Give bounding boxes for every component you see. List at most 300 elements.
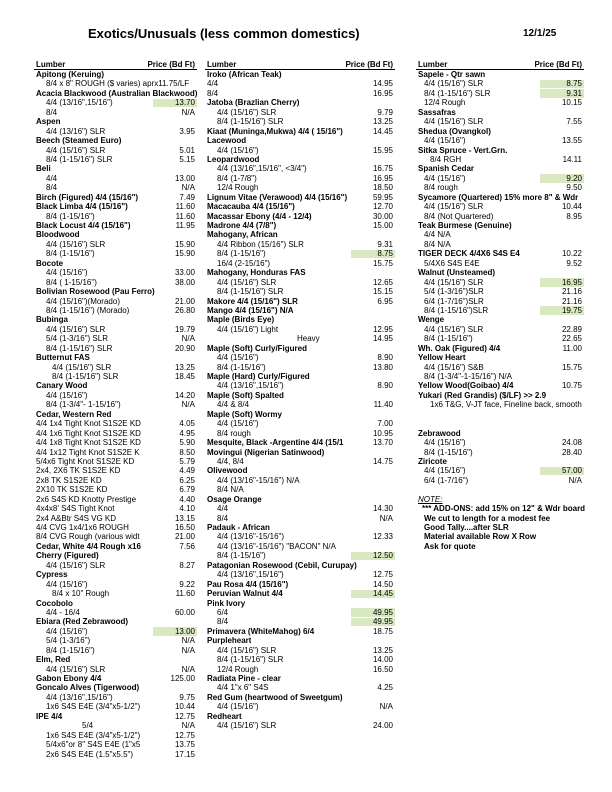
item-label: 8/4	[217, 513, 229, 523]
item-label: 8/4 N/A	[424, 239, 451, 249]
item-label: Maple (Soft) Wormy	[207, 409, 282, 419]
item-price: 4.05	[179, 419, 195, 429]
item-label: 8/4 (1-15/16") SLR	[46, 343, 113, 353]
species-row	[34, 542, 197, 551]
item-label: 2x8 TK S1S2E KD	[36, 475, 102, 485]
item-price: 8.90	[377, 381, 393, 391]
item-row	[34, 523, 197, 532]
item-label: Mango 4/4 (15/16") N/A	[207, 305, 294, 315]
item-row	[205, 381, 395, 390]
item-price: 10.44	[174, 702, 195, 712]
item-row	[416, 98, 584, 107]
price-header: Price (Bd Ft)	[534, 60, 582, 69]
item-price: 13.80	[372, 362, 393, 372]
item-row	[34, 391, 197, 400]
item-label: Pau Rosa 4/4 (15/16")	[207, 579, 289, 589]
item-label: 4/4 (15/16") SLR	[217, 277, 277, 287]
item-label: 2x6 S4S E4E (1.5"x5.5")	[46, 749, 134, 759]
item-label: Radiata Pine - clear	[207, 674, 281, 683]
species-row	[34, 287, 197, 296]
item-row	[34, 740, 197, 749]
item-label: 8/4 (1-7/8")	[217, 173, 257, 183]
species-row	[416, 353, 584, 362]
item-label: 4/4 (15/16")	[217, 145, 259, 155]
item-label: 8/4 RGH	[430, 154, 462, 164]
item-price: 9.75	[179, 692, 195, 702]
item-price: 9.50	[566, 183, 582, 193]
item-price: 20.90	[174, 343, 195, 353]
item-price: 38.00	[174, 277, 195, 287]
item-row	[416, 278, 584, 287]
item-row	[416, 325, 584, 334]
item-row	[205, 429, 395, 438]
item-row	[205, 334, 395, 343]
item-label: Canary Wood	[36, 381, 88, 391]
species-row	[34, 70, 197, 79]
item-label: 5/4 (1-3/16")SLR	[424, 287, 484, 297]
item-label: 4/4 (15/16") SLR	[424, 277, 484, 287]
item-label: 8/4 ( 1-15/16")	[46, 277, 97, 287]
item-row	[205, 240, 395, 249]
item-price: 9.31	[566, 88, 582, 98]
item-price: 17.15	[174, 749, 195, 759]
item-price: 60.00	[174, 607, 195, 617]
species-row	[34, 712, 197, 721]
item-label: 5/4 (1-3/16") SLR	[46, 334, 108, 344]
item-row	[34, 438, 197, 447]
item-row	[205, 457, 395, 466]
item-row	[34, 183, 197, 192]
item-label: Macacauba 4/4 (15/16")	[207, 202, 295, 212]
item-price: 125.00	[170, 674, 195, 683]
item-row	[205, 287, 395, 296]
item-price: 18.50	[372, 183, 393, 193]
item-label: Maple (Hard) Curly/Figured	[207, 372, 310, 381]
item-label: 8/4 (1-15/16")	[46, 249, 95, 259]
species-row	[34, 315, 197, 324]
note-line	[416, 504, 584, 513]
species-row	[34, 353, 197, 362]
item-price: 21.16	[561, 296, 582, 306]
item-row	[34, 495, 197, 504]
item-price: 11.00	[562, 343, 582, 353]
species-row	[205, 315, 395, 324]
item-price: 18.45	[174, 372, 195, 381]
species-row	[416, 221, 584, 230]
item-row	[34, 363, 197, 372]
item-price: 4.25	[377, 683, 393, 693]
item-price: 11.40	[373, 400, 393, 410]
lumber-header: Lumber	[207, 60, 237, 69]
item-label: Cocobolo	[36, 598, 73, 608]
item-label: Bloodwood	[36, 230, 80, 240]
item-label: 4/4 (15/16")	[46, 268, 88, 278]
species-row	[34, 655, 197, 664]
item-label: Birch (Figured) 4/4 (15/16")	[36, 192, 139, 202]
item-label: Madrone 4/4 (7/8")	[207, 221, 277, 230]
item-row	[416, 212, 584, 221]
item-label: 4/4 1x4 Tight Knot S1S2E KD	[36, 419, 141, 429]
item-row	[205, 325, 395, 334]
note-line	[416, 542, 584, 551]
species-row	[205, 589, 395, 598]
species-row	[34, 599, 197, 608]
item-label: Shedua (Ovangkol)	[418, 126, 491, 136]
item-row	[34, 731, 197, 740]
item-label: 12/4 Rough	[424, 98, 466, 108]
item-label: Yellow Wood(Goibao) 4/4	[418, 381, 514, 391]
item-label: 8/4 x 8" ROUGH ($ varies) aprx11.75/LF	[46, 79, 190, 89]
species-row	[205, 674, 395, 683]
species-row	[205, 127, 395, 136]
item-label: Leopardwood	[207, 154, 260, 164]
note-line	[416, 495, 584, 504]
species-row	[205, 627, 395, 636]
species-row	[34, 221, 197, 230]
item-price: 8.27	[179, 560, 195, 570]
item-price: 12.50	[372, 551, 393, 561]
item-price: 13.25	[372, 117, 393, 127]
price-header: Price (Bd Ft)	[147, 60, 195, 69]
species-row	[205, 212, 395, 221]
item-price: 13.15	[174, 513, 195, 523]
item-label: NOTE:	[418, 494, 443, 504]
species-row	[205, 580, 395, 589]
item-price: 7.00	[377, 419, 393, 429]
item-label: 8/4 (1-15/16") SLR	[424, 88, 491, 98]
item-row	[416, 410, 584, 419]
item-label: Lignum Vitae (Verawood) 4/4 (15/16")	[207, 192, 348, 202]
item-row	[34, 240, 197, 249]
item-label: 4/4 (15/16") SLR	[424, 324, 484, 334]
item-label: 8/4	[46, 107, 58, 117]
item-label: Sassafras	[418, 107, 456, 117]
item-row	[416, 183, 584, 192]
item-price: 57.00	[561, 466, 582, 476]
item-label: 6/4 (1-7/16")SLR	[424, 296, 484, 306]
item-label: Butternut FAS	[36, 353, 90, 363]
item-label: Aspen	[36, 117, 61, 127]
item-price: 7.49	[179, 192, 195, 202]
lumber-header: Lumber	[36, 60, 66, 69]
item-price: 4.10	[179, 504, 195, 514]
item-row	[34, 146, 197, 155]
item-row	[416, 117, 584, 126]
item-price: 13.25	[372, 645, 393, 655]
item-row	[34, 400, 197, 409]
price-column-1	[34, 60, 197, 759]
item-price: 21.16	[561, 287, 582, 297]
item-label: 4/4 (13/16",15/16")	[217, 570, 284, 580]
item-label: Teak Burmese (Genuine)	[418, 221, 512, 230]
item-row	[34, 750, 197, 759]
item-price: 15.75	[372, 258, 393, 268]
item-row	[205, 353, 395, 362]
item-label: Osage Orange	[207, 494, 262, 504]
item-label: 8/4 (1-15/16")	[217, 551, 266, 561]
item-label: Material available Row X Row	[424, 532, 537, 542]
item-label: 16/4 (2-15/16")	[217, 258, 271, 268]
item-label: 4/4 (13/16",15/16", <3/4")	[217, 164, 307, 174]
item-row	[34, 155, 197, 164]
item-label: *** ADD-ONS: add 15% on 12" & Wdr board	[422, 504, 586, 514]
item-row	[34, 693, 197, 702]
item-price: 3.95	[179, 126, 195, 136]
item-row	[416, 438, 584, 447]
item-label: 12/4 Rough	[217, 183, 259, 193]
item-label: 4/4 (15/16")	[217, 419, 259, 429]
item-label: 8/4 N/A	[217, 485, 244, 495]
item-price: 12.75	[174, 730, 195, 740]
item-row	[205, 485, 395, 494]
item-price: 15.75	[561, 362, 582, 372]
item-label: Bolivian Rosewood (Pau Ferro)	[36, 287, 155, 297]
item-row	[205, 570, 395, 579]
item-price: 16.50	[174, 523, 195, 532]
item-label: 8/4 (1-15/16")	[424, 334, 473, 344]
species-row	[205, 561, 395, 570]
species-row	[34, 164, 197, 173]
item-label: 4/4 (13/16"-15/16")	[217, 532, 285, 542]
item-price: 5.01	[179, 145, 195, 155]
item-label: 4/4 (15/16")	[217, 353, 259, 363]
column-header	[205, 60, 395, 70]
item-label: Iroko (African Teak)	[207, 70, 282, 79]
item-row	[416, 400, 584, 409]
item-label: Bocote	[36, 258, 64, 268]
species-row	[205, 344, 395, 353]
species-row	[205, 136, 395, 145]
species-row	[205, 636, 395, 645]
item-label: 5/4	[82, 721, 94, 731]
item-label: Yukari (Red Grandis) ($/LF) >> 2.9	[418, 390, 547, 400]
item-price: 4.95	[179, 428, 195, 438]
item-row	[34, 665, 197, 674]
species-row	[416, 164, 584, 173]
item-label: 6/4	[217, 607, 229, 617]
item-price: 8.50	[179, 447, 195, 457]
item-price: 13.00	[174, 173, 195, 183]
column-header	[416, 60, 584, 70]
item-label: Ziricote	[418, 456, 447, 466]
item-row	[416, 89, 584, 98]
item-label: 4/4 (15/16")	[424, 173, 466, 183]
item-price: 15.90	[174, 249, 195, 259]
item-row	[205, 683, 395, 692]
item-label: 4/4 (15/16")	[424, 438, 466, 448]
item-label: Black Locust 4/4 (15/16")	[36, 221, 131, 230]
item-price: 16.75	[372, 164, 393, 174]
item-row	[34, 580, 197, 589]
species-row	[34, 230, 197, 239]
item-price: 8.75	[566, 79, 582, 89]
item-label: 4/4	[46, 173, 58, 183]
item-price: 5.79	[179, 456, 195, 466]
item-price: 8.95	[566, 211, 582, 221]
item-row	[34, 589, 197, 598]
item-price: 49.95	[372, 607, 393, 617]
item-label: 2x4 A&Btr S4S VG KD	[36, 513, 117, 523]
item-price: 8.75	[377, 249, 393, 259]
species-row	[34, 193, 197, 202]
species-row	[416, 108, 584, 117]
item-price: 13.70	[174, 98, 195, 108]
item-row	[34, 627, 197, 636]
item-label: 8/4 (1-15/16")	[46, 211, 95, 221]
species-row	[205, 155, 395, 164]
item-row	[34, 514, 197, 523]
item-price: 19.75	[561, 305, 582, 315]
item-label: 8/4 (1-15/16")	[424, 447, 473, 457]
item-row	[205, 79, 395, 88]
item-price: 22.89	[561, 324, 582, 334]
species-row	[34, 551, 197, 560]
item-price: 14.20	[174, 390, 195, 400]
item-row	[416, 287, 584, 296]
item-label: 8/4 (Not Quartered)	[424, 211, 494, 221]
item-label: Movingui (Nigerian Satinwood)	[207, 447, 325, 457]
item-row	[416, 297, 584, 306]
item-label: 4/4 (15/16") S&B	[424, 362, 484, 372]
item-label: 8/4 rough	[217, 428, 251, 438]
item-price: 8.90	[377, 353, 393, 363]
item-label: 4/4 (15/16") SLR	[424, 202, 484, 212]
item-row	[416, 202, 584, 211]
item-row	[34, 485, 197, 494]
species-row	[205, 193, 395, 202]
item-price: 30.00	[372, 211, 393, 221]
item-label: 5/4x6"or 8" S4S E4E (1"x5	[46, 740, 141, 750]
species-row	[205, 372, 395, 381]
species-row	[205, 268, 395, 277]
species-row	[416, 381, 584, 390]
item-label: 4/4 (13/16",15/16")	[46, 98, 113, 108]
item-label: Ask for quote	[424, 541, 476, 551]
species-row	[205, 599, 395, 608]
page-title: Exotics/Unusuals (less common domestics)	[88, 26, 360, 41]
item-label: Beech (Steamed Euro)	[36, 136, 122, 146]
item-row	[34, 306, 197, 315]
item-label: 6/4 (1-7/16")	[424, 475, 469, 485]
column-header	[34, 60, 197, 70]
item-label: 4/4 (13/16",15/16")	[217, 381, 284, 391]
item-price: 12.65	[372, 277, 393, 287]
species-row	[416, 249, 584, 258]
item-label: 8/4 CVG Rough (various widt	[36, 532, 140, 542]
item-label: 4/4 - 16/4	[46, 607, 80, 617]
item-price: 21.00	[174, 296, 195, 306]
item-label: Cypress	[36, 570, 68, 580]
item-price: 4.49	[179, 466, 195, 476]
item-price: 14.75	[372, 456, 393, 466]
item-label: Wh. Oak (Figured) 4/4	[418, 343, 501, 353]
species-row	[205, 98, 395, 107]
item-label: Sitka Spruce - Vert.Grn.	[418, 145, 508, 155]
item-row	[205, 108, 395, 117]
item-price: 6.25	[179, 475, 195, 485]
item-price: N/A	[379, 513, 393, 523]
item-row	[205, 476, 395, 485]
species-row	[34, 410, 197, 419]
item-price: N/A	[181, 107, 195, 117]
item-row	[34, 561, 197, 570]
item-row	[416, 476, 584, 485]
item-label: 4/4 (15/16")(Morado)	[46, 296, 120, 306]
item-row	[416, 363, 584, 372]
item-row	[34, 174, 197, 183]
note-line	[416, 523, 584, 532]
item-row	[205, 400, 395, 409]
item-row	[205, 532, 395, 541]
item-price: 14.11	[562, 154, 582, 164]
species-row	[34, 570, 197, 579]
item-price: 16.95	[372, 173, 393, 183]
item-price: N/A	[181, 636, 195, 646]
item-label: 8/4 (1-3/4"-1-15/16") N/A	[424, 372, 512, 381]
item-label: Cherry (Figured)	[36, 551, 99, 561]
item-label: Red Gum (heartwood of Sweetgum)	[207, 692, 343, 702]
item-label: Bubinga	[36, 315, 68, 325]
item-row	[34, 419, 197, 428]
item-label: 4/4 (15/16")	[424, 136, 466, 146]
item-label: IPE 4/4	[36, 711, 63, 721]
item-price: 14.30	[372, 504, 393, 514]
item-label: Apitong (Keruing)	[36, 70, 104, 79]
item-price: 26.80	[174, 305, 195, 315]
item-label: Purpleheart	[207, 636, 252, 646]
item-price: 5.15	[179, 154, 195, 164]
item-price: N/A	[181, 664, 195, 674]
item-label: 8/4 (1-15/16")	[46, 645, 95, 655]
item-row	[205, 721, 395, 730]
note-line	[416, 514, 584, 523]
item-row	[205, 655, 395, 664]
item-price: 10.22	[561, 249, 582, 259]
item-row	[34, 466, 197, 475]
item-label: 2X10 TK S1S2E KD	[36, 485, 108, 495]
item-price: 7.56	[179, 541, 195, 551]
species-row	[34, 259, 197, 268]
item-label: 8/4 (1-15/16") SLR	[52, 372, 119, 381]
item-row	[34, 268, 197, 277]
species-row	[416, 193, 584, 202]
item-label: Cedar, White 4/4 Rough x16	[36, 541, 141, 551]
item-label: 4/4 CVG 1x4/1x6 ROUGH	[36, 523, 129, 532]
item-price: 6.79	[179, 485, 195, 495]
item-label: 8/4 (1-15/16") SLR	[217, 117, 284, 127]
item-row	[34, 325, 197, 334]
item-price: 15.90	[174, 239, 195, 249]
item-price: 15.15	[372, 287, 393, 297]
item-price: 16.95	[561, 277, 582, 287]
item-label: 4/4 (15/16")	[46, 579, 88, 589]
item-price: 4.40	[179, 494, 195, 504]
item-label: Kiaat (Muninga,Mukwa) 4/4 ( 15/16")	[207, 126, 343, 136]
lumber-header: Lumber	[418, 60, 448, 69]
item-price: 10.95	[372, 428, 393, 438]
item-label: 4/4 (15/16") SLR	[46, 239, 106, 249]
item-price: 9.79	[377, 107, 393, 117]
item-label: 8/4	[217, 617, 229, 627]
item-row	[416, 306, 584, 315]
item-price: 24.00	[372, 721, 393, 731]
item-price: 14.45	[372, 126, 393, 136]
item-row	[416, 240, 584, 249]
item-price: 49.95	[372, 617, 393, 627]
item-row	[205, 551, 395, 560]
item-price: N/A	[181, 183, 195, 193]
species-row	[205, 448, 395, 457]
